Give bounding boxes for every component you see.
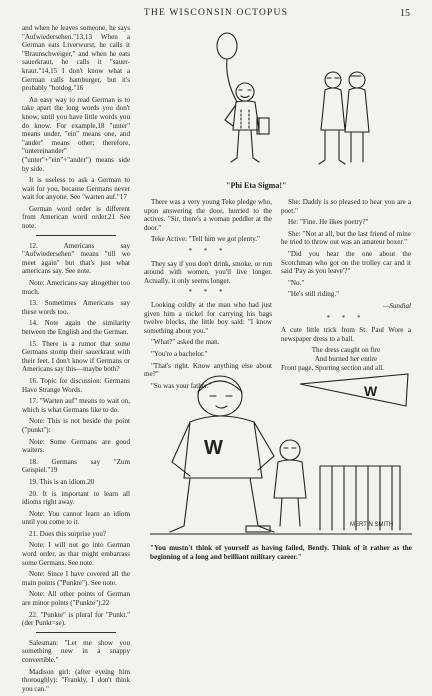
footnote: 15. There is a rumor that some Germans stomp their sauerkraut with their feet. I don't know if Germans or Americans say this—maybe both? bbox=[22, 339, 130, 374]
poem-line: A cute little trick from St. Paul Wore a newspaper dress to a ball. bbox=[281, 326, 411, 343]
joke-paragraph: Looking coldly at the man who had just given him a nickel for carrying his bags twelve blocks, the little boy said: "I know something about you." bbox=[144, 300, 272, 335]
artist-signature: MERTIN SMITH bbox=[350, 522, 394, 528]
footnote: 13. Sometimes Americans say these words too. bbox=[22, 299, 130, 316]
joke-paragraph: They say if you don't drink, smoke, or run around with women, you'll live longer. Actually, it only seems longer. bbox=[144, 259, 272, 285]
footnote: Note: This is not beside the point ("punkt"): bbox=[22, 417, 130, 434]
pennant-letter: W bbox=[364, 383, 378, 399]
joke-paragraph: "What?" asked the man. bbox=[151, 338, 220, 347]
footnote-divider bbox=[36, 235, 116, 236]
footnote: 18. Germans say "Zum Geispiel."19 bbox=[22, 457, 130, 475]
footnote: Note: You cannot learn an idiom until you come to it. bbox=[22, 509, 130, 527]
phi-eta-sigma-cartoon bbox=[175, 30, 385, 180]
footnote: Note: Since I have covered all the main points ("Punkte"). See note. bbox=[22, 570, 130, 587]
footnote: Note: Americans say altogether too much. bbox=[22, 279, 130, 296]
section-separator: * * * bbox=[188, 246, 228, 255]
cartoon-caption: "You mustn't think of yourself as having failed, Bently. Think of it rather as the beginning of a long and brilliant military career." bbox=[150, 544, 412, 561]
poem-line: The dress caught on fire bbox=[311, 346, 381, 355]
section-divider bbox=[36, 632, 116, 633]
football-player-cartoon bbox=[150, 363, 412, 540]
footnote: Note: Some Germans are good waiters. bbox=[22, 437, 130, 455]
poem-line: And burned her entire bbox=[314, 354, 378, 363]
source-attribution: —Sundial bbox=[383, 301, 411, 310]
footnote: 22. "Punkte" is plural for "Punkt." (der Punkt=se). bbox=[22, 610, 130, 628]
joke-paragraph: "He's still riding." bbox=[288, 290, 340, 299]
joke-paragraph: There was a very young Teke pledge who, upon answering the door, hurried to the actives. "Sir, there's a woman peddler at the door." bbox=[144, 198, 272, 232]
page-header bbox=[22, 8, 410, 22]
footnote: 17. "Warten auf" means to wait on, which is what Germans like to do. bbox=[22, 397, 130, 414]
section-separator: * * * bbox=[188, 288, 228, 297]
joke-paragraph: Madison girl: (after eyeing him thoroughly): "Frankly, I don't think you can." bbox=[22, 667, 130, 693]
sweater-letter: W bbox=[204, 437, 223, 459]
footnote: Note: All other points of German are minor points ("Punkte").22 bbox=[22, 590, 130, 608]
middle-column-text bbox=[144, 198, 272, 393]
paragraph: It is useless to ask a German to wait for you, because Germans never wait for anyone. See "warten auf."17 bbox=[22, 176, 130, 202]
poem-line: Front page, Sporting section and all. bbox=[281, 363, 385, 372]
joke-paragraph: Teke Active: "Tell him we got plenty." bbox=[151, 235, 260, 244]
section-separator: * * * bbox=[326, 313, 366, 322]
paragraph: German word order is different from American word order.21 See note. bbox=[22, 204, 130, 231]
footnote: 19. This is an idiom.20 bbox=[29, 477, 95, 486]
joke-paragraph: She: "Not at all, but the last friend of mine he tried to throw out was an amateur boxer." bbox=[281, 229, 411, 247]
footnote: Note: I will not go into German word order, as that might embarrass some Germans. See note. bbox=[22, 541, 130, 567]
footnote: 20. It is important to learn all idioms right away. bbox=[22, 489, 130, 507]
joke-paragraph: "You're a bachelor." bbox=[151, 349, 208, 358]
cartoon-caption: "Phi Eta Sigma!" bbox=[226, 181, 287, 190]
page-number: 15 bbox=[400, 8, 410, 19]
right-column-text bbox=[281, 198, 411, 375]
joke-paragraph: Salesman: "Let me show you something new in a snappy convertible." bbox=[22, 638, 130, 664]
footnote: 12. Americans say "Aufwiedersehen" means "till we meet again" but that's just what americans say. See note. bbox=[22, 241, 130, 276]
joke-paragraph: "So was your father." bbox=[151, 381, 212, 390]
paragraph: An easy way to read German is to take apart the long words you don't know, until you have little words you do know. For example,18 "unter" means under, "ein" means one, and "ander" means other; therefore, "untereinander" ("unter"+"ein"+"ander") means side by side. bbox=[22, 95, 130, 173]
joke-paragraph: She: Daddy is so pleased to hear you are a poet." bbox=[281, 198, 411, 215]
footnote: 14. Note again the similarity between the English and the German. bbox=[22, 319, 130, 336]
joke-paragraph: "No." bbox=[288, 278, 305, 287]
footnote: 16. Topic for discussion: Germans Have Strange Words. bbox=[22, 376, 130, 394]
paragraph: and when he leaves someone, he says "Aufwiedersehen."13,13 When a German eats Liverwurst, he calls it "Braunschweiger," and when he eats sauerkraut, he calls it "sauer-kraut."14,15 I don't know what a German calls hamburger, but it's probably "hotdog."16 bbox=[22, 24, 130, 93]
left-column-text bbox=[22, 24, 130, 696]
joke-paragraph: "Did you hear the one about the Scotchman who got on the trolley car and it said 'Pay as you leave'?" bbox=[281, 249, 411, 276]
joke-paragraph: "That's right. Know anything else about me?" bbox=[144, 361, 272, 379]
magazine-title: THE WISCONSIN OCTOPUS bbox=[143, 8, 289, 18]
footnote: 21. Does this surprise you? bbox=[29, 529, 107, 538]
joke-paragraph: He: "Fine. He likes poetry?" bbox=[288, 218, 369, 227]
